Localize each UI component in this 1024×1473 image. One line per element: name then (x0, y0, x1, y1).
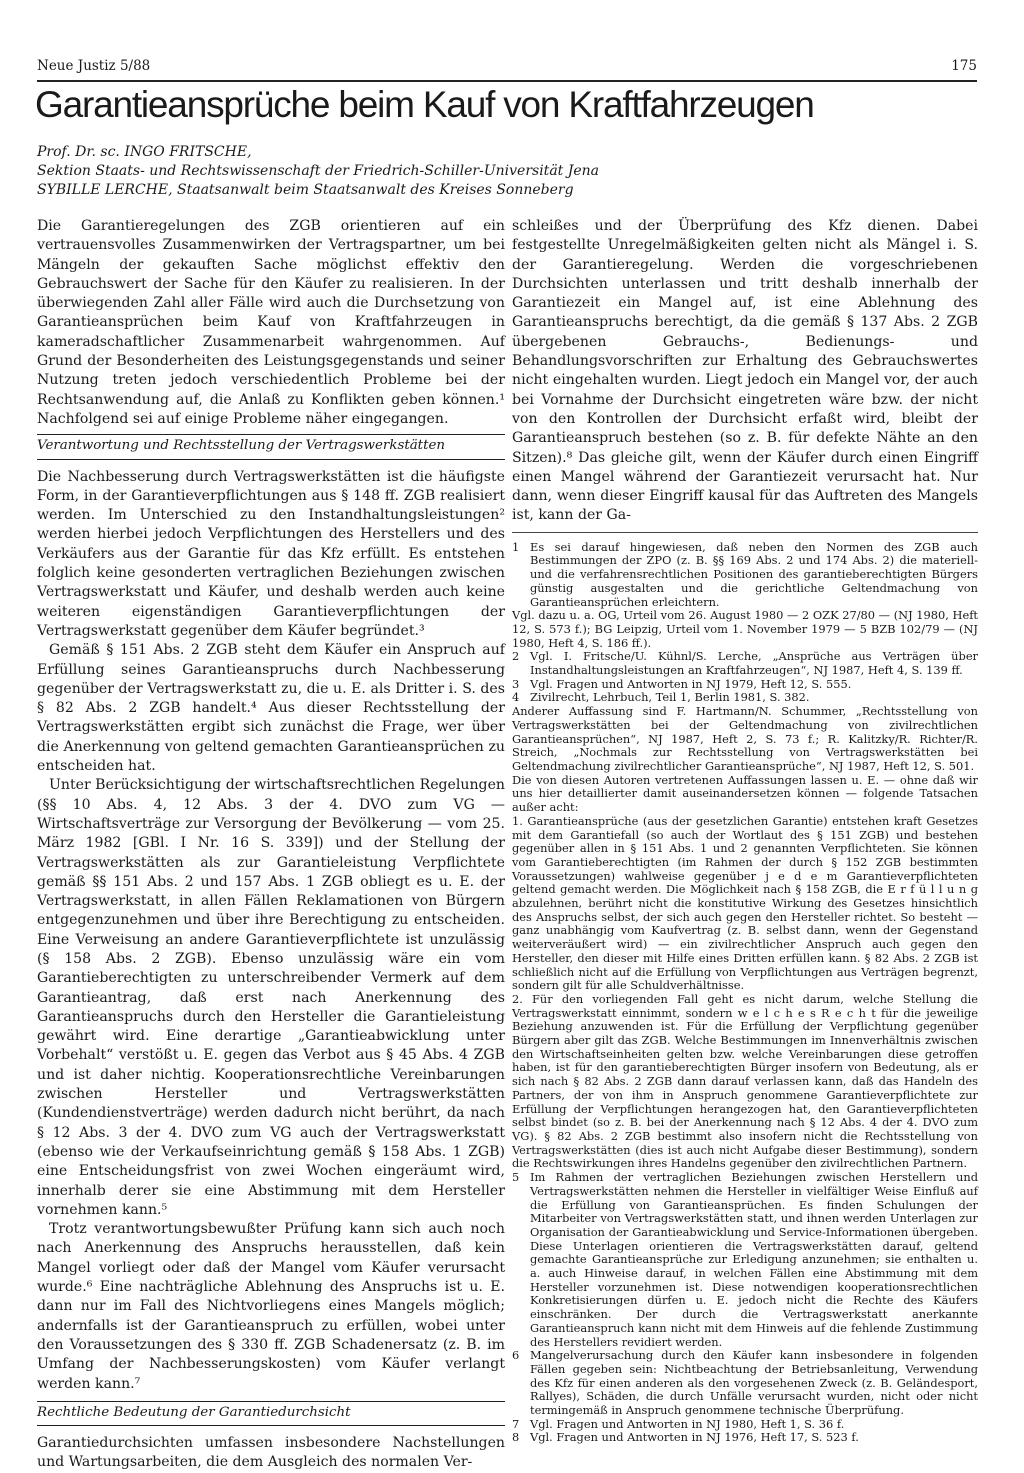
footnote-number: 3 (512, 676, 520, 691)
footnote-number: 8 (512, 1430, 520, 1445)
footnote-text: 1. Garantieansprüche (aus der gesetzlichen Garantie) entstehen kraft Gesetzes mit dem Garantiefall (so auch der Wortlaut des § 151 ZGB) und bestehen gegenüber allen in § 151 Abs. 1 und 2 genannten Verpflichteten. Sie können vom Garantieberechtigten (im Rahmen der durch § 152 ZGB bestimmten Voraussetzungen) wahlweise gegenüber j e d e m Garantieverpflichteten geltend gemacht werden. Die Möglichkeit nach § 158 ZGB, die E r f ü l l u n g abzulehnen, berührt nicht die konstitutive Wirkung des Gesetzes hinsichtlich des Anspruchs selbst, der sich auch gegen den Hersteller richtet. So besteht — ganz unabhängig vom Kaufvertrag (z. B. selbst dann, wenn der Gegenstand weiterveräußert wird) — ein zivilrechtlicher Anspruch auch gegen den Hersteller, den dieser mit Hilfe eines Dritten erfüllen kann. § 82 Abs. 2 ZGB ist schließlich nicht auf die Erfüllung von Verpflichtungen aus Verträgen begrenzt, sondern gilt für alle Schuldverhältnisse. (512, 813, 978, 993)
footnote-text: Zivilrecht, Lehrbuch, Teil 1, Berlin 1981, S. 382. (530, 690, 810, 705)
footnote-text: Es sei darauf hingewiesen, daß neben den Normen des ZGB auch Bestimmungen der ZPO (z. B. §§ 169 Abs. 2 und 174 Abs. 2) die materiell- und die verfahrensrechtlichen Positionen des garantieberechtigten Bürgers günstig ausgestalten und die gerichtliche Geltendmachung von Garantieansprüchen erleichtern. (530, 539, 978, 609)
footnote-rule (512, 532, 978, 533)
body-paragraph: Garantiedurchsichten umfassen insbesondere Nachstellungen und Wartungsarbeiten, die dem Ausgleich des normalen Ver- (37, 1435, 505, 1471)
author-line: Prof. Dr. sc. INGO FRITSCHE, (37, 144, 252, 160)
footnote (512, 1431, 978, 1445)
footnote-text: Die von diesen Autoren vertretenen Auffassungen lassen u. E. — ohne daß wir uns hier detaillierter damit auseinandersetzen können — folgende Tatsachen außer acht: (512, 772, 978, 815)
page-number: 175 (951, 58, 977, 74)
footnote (512, 1418, 978, 1432)
body-paragraph: Trotz verantwortungsbewußter Prüfung kann sich auch noch nach Anerkennung des Anspruchs herausstellen, daß kein Mangel vorliegt oder daß der Mangel vom Käufer verursacht wurde.⁶ Eine nachträgliche Ablehnung des Anspruchs ist u. E. dann nur im Fall des Nichtvorliegens eines Mangels möglich; andernfalls ist der Garantieanspruch zu erfüllen, wobei unter den Voraussetzungen des § 330 ff. ZGB Schadenersatz (z. B. im Umfang der Nachbesserungskosten) vom Käufer verlangt werden kann.⁷ (37, 1221, 505, 1392)
journal-name: Neue Justiz 5/88 (37, 58, 151, 74)
footnote-text: Anderer Auffassung sind F. Hartmann/N. Schummer, „Rechtsstellung von Vertragswerkstätten bei der Geltendmachung von zivilrechtlichen Garantieansprüchen“, NJ 1987, Heft 2, S. 73 f.; R. Kalitzky/R. Richter/R. Streich, „Nochmals zur Rechtsstellung von Vertragswerkstätten bei Geltendmachung zivilrechtlicher Garantieansprüche“, NJ 1987, Heft 12, S. 501. (512, 704, 978, 773)
footnote-number: 1 (512, 539, 520, 554)
article-title: Garantieansprüche beim Kauf von Kraftfahrzeugen (35, 84, 814, 125)
footnote-text: Vgl. dazu u. a. OG, Urteil vom 26. August 1980 — 2 OZK 27/80 — (NJ 1980, Heft 12, S. 573 f.); BG Leipzig, Urteil vom 1. November 1979 — 5 BZB 102/79 — (NJ 1980, Heft 4, S. 186 ff.). (512, 608, 978, 650)
body-paragraph: Gemäß § 151 Abs. 2 ZGB steht dem Käufer ein Anspruch auf Erfüllung seines Garantieanspruchs durch Nachbesserung gegenüber der Vertragswerkstatt zu, die u. E. als Dritter i. S. des § 82 Abs. 2 ZGB handelt.⁴ Aus dieser Rechtsstellung der Vertragswerkstätten ergibt sich zunächst die Frage, wer über die Anerkennung von geltend gemachten Garantieansprüchen zu entscheiden hat. (37, 642, 505, 775)
section-heading: Rechtliche Bedeutung der Garantiedurchsicht (37, 1401, 505, 1426)
body-paragraph: schleißes und der Überprüfung des Kfz dienen. Dabei festgestellte Unregelmäßigkeiten gelten nicht als Mängel i. S. der Garantieregelung. Werden die vorgeschriebenen Durchsichten unterlassen und tritt deshalb innerhalb der Garantiezeit ein Mangel auf, ist eine Ablehnung des Garantieanspruchs berechtigt, da die gemäß § 137 Abs. 2 ZGB übergebenen Gebrauchs-, Bedienungs- und Behandlungsvorschriften zur Erhaltung des Gebrauchswertes nicht eingehalten wurden. Liegt jedoch ein Mangel vor, der auch bei Vornahme der Durchsicht eingetreten wäre bzw. der nicht von den Kontrollen der Durchsicht erfaßt wird, bleibt der Garantieanspruch bestehen (so z. B. für defekte Nähte an den Sitzen).⁸ Das gleiche gilt, wenn der Käufer durch einen Eingriff einen Mangel während der Garantiezeit verursacht hat. Nur dann, wenn dieser Eingriff kausal für das Auftreten des Mangels ist, kann der Ga- (512, 218, 978, 524)
footnote (512, 678, 978, 692)
footnote (512, 691, 978, 705)
footnote-number: 5 (512, 1170, 520, 1185)
footnote-text: Vgl. Fragen und Antworten in NJ 1976, Heft 17, S. 523 f. (530, 1430, 859, 1445)
header-rule (37, 80, 977, 82)
body-paragraph: Die Nachbesserung durch Vertragswerkstätten ist die häufigste Form, in der Garantieverpflichtungen aus § 148 ff. ZGB realisiert werden. Im Unterschied zu den Instandhaltungsleistungen² werden hierbei jedoch Verpflichtungen des Herstellers und des Verkäufers aus der Garantie für das Kfz erfüllt. Es entstehen folglich keine gesonderten vertraglichen Beziehungen zwischen Vertragswerkstatt und Käufer, und deshalb werden auch keine weiteren eigenständigen Garantieverpflichtungen der Vertragswerkstatt gegenüber dem Käufer begründet.³ (37, 468, 505, 639)
footnote-text: 2. Für den vorliegenden Fall geht es nicht darum, welche Stellung die Vertragswerkstatt einnimmt, sondern w e l c h e s R e c h t für die jeweilige Beziehung anzuwenden ist. Für die Erfüllung der Verpflichtung gegenüber Bürgern aber gilt das ZGB. Welche Bestimmungen im Innenverhältnis zwischen den Wirtschaftseinheiten gelten bzw. welche Vereinbarungen diese getroffen haben, ist für den garantieberechtigten Bürger insofern von Bedeutung, als er sich nach § 82 Abs. 2 ZGB dann darauf verlassen kann, daß das Handeln des Partners, der von ihm in Anspruch genommene Garantieverpflichtete zur Erfüllung der Verpflichtungen herangezogen hat, den Garantieverpflichteten selbst bindet (so z. B. bei der Anerkennung nach § 12 Abs. 4 der 4. DVO zum VG). § 82 Abs. 2 ZGB bestimmt also insofern nicht die Rechtsstellung von Vertragswerkstätten (dies ist auch nicht Aufgabe dieser Bestimmung), sondern die Rechtswirkungen ihres Handelns gegenüber den zivilrechtlichen Partnern. (512, 991, 978, 1171)
intro-paragraph: Die Garantieregelungen des ZGB orientieren auf ein vertrauensvolles Zusammenwirken der Vertragspartner, um bei Mängeln der gekauften Sache möglichst effektiv den Gebrauchswert der Sache für den Käufer zu realisieren. In der überwiegenden Zahl aller Fälle wird auch die Durchsetzung von Garantieansprüchen beim Kauf von Kraftfahrzeugen in kameradschaftlicher Zusammenarbeit wahrgenommen. Auf Grund der Besonderheiten des Leistungsgegenstands und seiner Nutzung treten jedoch verschiedentlich Probleme bei der Rechtsanwendung auf, die Anlaß zu Konflikten geben können.¹ Nachfolgend sei auf einige Probleme näher eingegangen. (37, 218, 505, 427)
section-heading: Verantwortung und Rechtsstellung der Vertragswerkstätten (37, 434, 505, 459)
footnote-text: Vgl. Fragen und Antworten in NJ 1979, Heft 12, S. 555. (530, 676, 852, 691)
running-header (37, 58, 977, 80)
footnote (512, 1349, 978, 1418)
footnote (512, 650, 978, 677)
footnote-text: Mangelverursachung durch den Käufer kann insbesondere in folgenden Fällen gegeben sein: Nichtbeachtung der Betriebsanleitung, Verwendung des Kfz für einen anderen als den vorgesehenen Zweck (z. B. Geländesport, Rallyes), Schäden, die durch Unfälle verursacht wurden, nicht oder nicht termingemäß in Anspruch genommene technische Überprüfung. (530, 1348, 978, 1418)
footnote-text: Vgl. Fragen und Antworten in NJ 1980, Heft 1, S. 36 f. (530, 1416, 845, 1431)
author-affiliation: Sektion Staats- und Rechtswissenschaft der Friedrich-Schiller-Universität Jena (37, 163, 599, 179)
footnote-text: Vgl. I. Fritsche/U. Kühnl/S. Lerche, „Ansprüche aus Verträgen über Instandhaltungsleistungen an Kraftfahrzeugen“, NJ 1987, Heft 4, S. 139 ff. (530, 649, 978, 678)
footnote (512, 541, 978, 610)
footnote-number: 2 (512, 649, 520, 664)
footnote-number: 4 (512, 690, 520, 705)
footnote-number: 7 (512, 1416, 520, 1431)
body-paragraph: Unter Berücksichtigung der wirtschaftsrechtlichen Regelungen (§§ 10 Abs. 4, 12 Abs. 3 der 4. DVO zum VG — Wirtschaftsverträge zur Versorgung der Bevölkerung — vom 25. März 1982 [GBl. I Nr. 16 S. 339]) und der Stellung der Vertragswerkstätten als zur Garantieleistung Verpflichtete gemäß §§ 151 Abs. 2 und 157 Abs. 1 ZGB obliegt es u. E. der Vertragswerkstatt, in allen Fällen Reklamationen von Bürgern entgegenzunehmen und über ihre Berechtigung zu entscheiden. Eine Verweisung an andere Garantieverpflichtete ist unzulässig (§ 158 Abs. 2 ZGB). Ebenso unzulässig wäre ein vom Garantieberechtigten zu unterschreibender Vermerk auf dem Garantieantrag, daß erst nach Anerkennung des Garantieanspruchs durch den Hersteller die Garantieleistung gewährt wird. Eine derartige „Garantieabwicklung unter Vorbehalt“ verstößt u. E. gegen das Verbot aus § 45 Abs. 4 ZGB und ist daher nichtig. Kooperationsrechtliche Vereinbarungen zwischen Hersteller und Vertragswerkstätten (Kundendienstverträge) werden dadurch nicht berührt, da nach § 12 Abs. 3 der 4. DVO zum VG auch der Vertragswerkstatt (ebenso wie der Verkaufseinrichtung gemäß § 158 Abs. 1 ZGB) eine Entscheidungsfrist von zwei Wochen eingeräumt wird, innerhalb derer sie eine Abstimmung mit dem Hersteller vornehmen kann.⁵ (37, 777, 505, 1218)
footnotes (512, 541, 978, 1445)
column-right (512, 217, 978, 1445)
author-block (37, 143, 987, 200)
footnote (512, 1171, 978, 1349)
author-line: SYBILLE LERCHE, Staatsanwalt beim Staatsanwalt des Kreises Sonneberg (37, 182, 574, 198)
footnote-number: 6 (512, 1348, 520, 1363)
column-left (37, 217, 505, 1473)
footnote-text: Im Rahmen der vertraglichen Beziehungen zwischen Herstellern und Vertragswerkstätten nehmen die Hersteller in vielfältiger Weise Einfluß auf die Erfüllung von Garantieansprüchen. Es finden Schulungen der Mitarbeiter von Vertragswerkstätten statt, und ihnen werden Unterlagen zur Organisation der Garantieabwicklung und Service-Informationen übergeben. Diese Unterlagen orientieren die Vertragswerkstätten darauf, geltend gemachte Garantieansprüche zur Erledigung anzunehmen; sie enthalten u. a. auch Hinweise darauf, in welchen Fällen eine Abstimmung mit dem Hersteller vorzunehmen ist. Diese notwendigen kooperationsrechtlichen Konkretisierungen dürfen u. E. jedoch nicht die Rechte des Käufers einschränken. Der durch die Vertragswerkstatt anerkannte Garantieanspruch kann nicht mit dem Hinweis auf die fehlende Zustimmung des Herstellers revidiert werden. (530, 1170, 978, 1349)
